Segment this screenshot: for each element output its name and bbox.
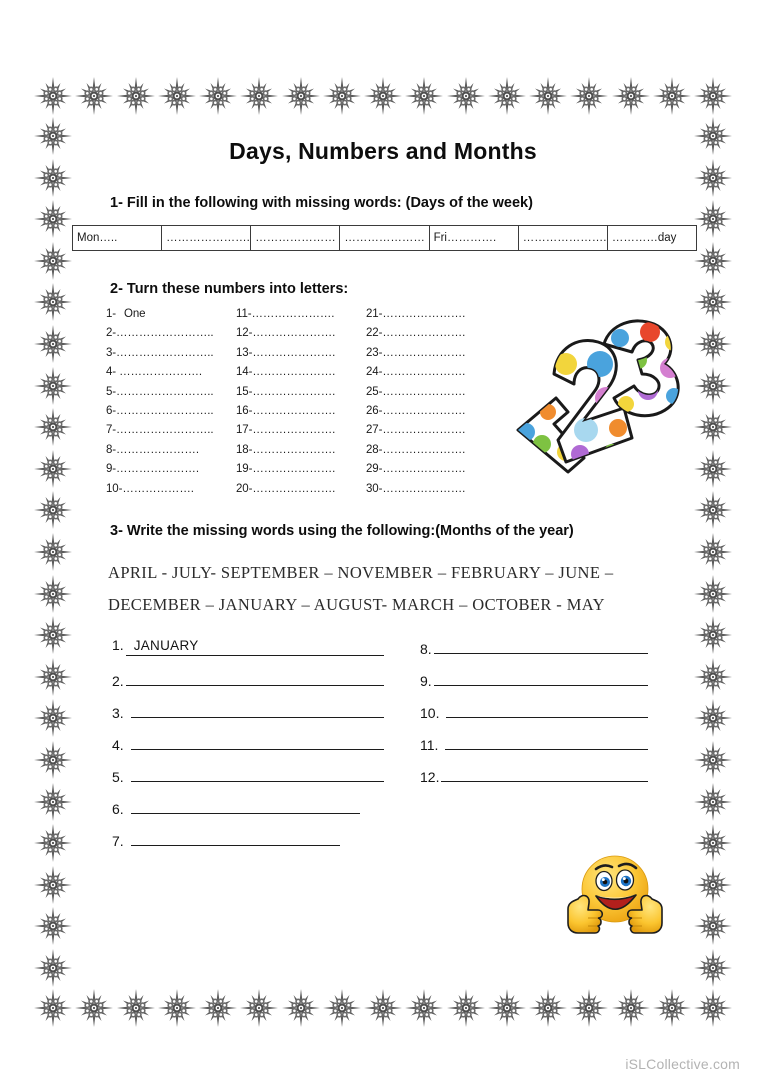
snowflake-icon	[693, 906, 733, 946]
number-blank: ………………….	[382, 463, 466, 476]
snowflake-icon	[198, 988, 238, 1028]
snowflake-icon	[33, 698, 73, 738]
number-label: 9-	[106, 463, 117, 476]
number-item[interactable]	[366, 402, 496, 421]
section-1	[74, 193, 692, 251]
number-blank: ………………….	[252, 424, 336, 437]
answer-blank[interactable]	[131, 829, 340, 846]
answer-blank[interactable]	[131, 733, 384, 750]
snowflake-icon	[33, 116, 73, 156]
number-label: 8-	[106, 443, 117, 456]
number-item[interactable]	[106, 344, 236, 363]
number-item[interactable]	[236, 383, 366, 402]
border-top	[33, 76, 733, 116]
answer-row[interactable]	[420, 733, 648, 765]
snowflake-icon	[281, 76, 321, 116]
answer-blank[interactable]	[434, 669, 648, 686]
number-label: 16-	[236, 405, 253, 418]
number-blank: ………………….	[116, 443, 199, 456]
number-label: 27-	[366, 424, 383, 437]
answer-blank[interactable]	[131, 797, 360, 814]
number-label: 4-	[106, 366, 117, 379]
wordbank-line-1: APRIL - JULY- SEPTEMBER – NOVEMBER – FEBRUARY – JUNE –	[108, 563, 614, 583]
number-label: 25-	[366, 385, 383, 398]
number-item[interactable]	[236, 363, 366, 382]
snowflake-icon	[693, 615, 733, 655]
number-blank: ……………………..	[116, 327, 214, 340]
snowflake-icon	[363, 76, 403, 116]
snowflake-icon	[322, 76, 362, 116]
snowflake-icon	[446, 76, 486, 116]
border-left	[33, 116, 73, 988]
snowflake-icon	[487, 988, 527, 1028]
number-item[interactable]	[366, 344, 496, 363]
number-label: 1-	[106, 308, 117, 320]
answer-number: 4.	[112, 737, 124, 754]
wordbank-line-2: DECEMBER – JANUARY – AUGUST- MARCH – OCTOBER - MAY	[108, 595, 605, 615]
number-blank: ……………….	[122, 482, 194, 495]
snowflake-icon	[33, 823, 73, 863]
answer-number: 1.	[112, 637, 124, 654]
number-item[interactable]	[106, 383, 236, 402]
number-label: 15-	[236, 385, 253, 398]
worksheet-content	[74, 120, 692, 857]
snowflake-icon	[74, 76, 114, 116]
snowflake-icon	[487, 76, 527, 116]
snowflake-icon	[693, 282, 733, 322]
answer-number: 12.	[420, 769, 440, 786]
answer-row[interactable]	[112, 733, 384, 765]
table-row	[73, 226, 697, 251]
number-label: 28-	[366, 443, 383, 456]
number-blank: ………………….	[252, 346, 336, 359]
answer-blank[interactable]	[434, 637, 648, 654]
number-blank: ………………….	[252, 366, 336, 379]
number-item[interactable]	[366, 305, 496, 324]
number-label: 5-	[106, 385, 117, 398]
snowflake-icon	[693, 532, 733, 572]
snowflake-icon	[33, 574, 73, 614]
snowflake-icon	[74, 988, 114, 1028]
answer-number: 8.	[420, 641, 432, 658]
answer-row[interactable]	[420, 701, 648, 733]
months-wordbank	[108, 557, 692, 621]
number-blank: ………………….	[252, 385, 336, 398]
snowflake-icon	[116, 76, 156, 116]
number-blank: ……………………..	[116, 405, 214, 418]
smiley-thumbs-up-illustration	[556, 843, 674, 943]
number-label: 26-	[366, 405, 383, 418]
snowflake-icon	[33, 407, 73, 447]
snowflake-icon	[528, 76, 568, 116]
number-blank: ………………….	[252, 405, 336, 418]
snowflake-icon	[693, 490, 733, 530]
number-answer: One	[124, 308, 146, 320]
number-blank: ………………….	[252, 443, 336, 456]
snowflake-icon	[693, 574, 733, 614]
number-blank: ………………….	[252, 482, 336, 495]
snowflake-icon	[569, 988, 609, 1028]
answer-number: 5.	[112, 769, 124, 786]
number-label: 29-	[366, 463, 383, 476]
snowflake-icon	[446, 988, 486, 1028]
snowflake-icon	[693, 116, 733, 156]
snowflake-icon	[693, 698, 733, 738]
snowflake-icon	[693, 657, 733, 697]
number-item[interactable]	[236, 324, 366, 343]
number-blank: ………………….	[382, 424, 466, 437]
number-item[interactable]	[106, 402, 236, 421]
snowflake-icon	[157, 76, 197, 116]
section-3	[74, 521, 692, 857]
number-item[interactable]	[236, 344, 366, 363]
answer-number: 9.	[420, 673, 432, 690]
number-item[interactable]	[106, 324, 236, 343]
numbers-123-illustration	[508, 312, 698, 482]
snowflake-icon	[33, 241, 73, 281]
snowflake-icon	[611, 76, 651, 116]
number-blank: ………………….	[116, 366, 203, 379]
number-label: 20-	[236, 482, 253, 495]
number-label: 23-	[366, 346, 383, 359]
number-blank: ………………….	[382, 327, 466, 340]
day-cell-2[interactable]: ………………….	[162, 226, 251, 251]
number-item[interactable]	[106, 305, 236, 324]
snowflake-icon	[33, 988, 73, 1028]
number-label: 19-	[236, 463, 253, 476]
page-title: Days, Numbers and Months	[229, 138, 537, 164]
number-item[interactable]	[366, 460, 496, 479]
answer-column-left	[112, 637, 384, 861]
number-item[interactable]	[366, 363, 496, 382]
number-label: 22-	[366, 327, 383, 340]
number-item[interactable]	[366, 480, 496, 499]
number-item[interactable]	[236, 460, 366, 479]
number-item[interactable]	[366, 441, 496, 460]
snowflake-icon	[363, 988, 403, 1028]
day-cell-4[interactable]: …………………	[340, 226, 429, 251]
snowflake-icon	[33, 282, 73, 322]
answer-row[interactable]	[420, 765, 648, 797]
answer-number: 11.	[420, 737, 439, 754]
answer-number: 3.	[112, 705, 124, 722]
snowflake-icon	[33, 366, 73, 406]
number-label: 30-	[366, 482, 383, 495]
number-label: 7-	[106, 424, 117, 437]
snowflake-icon	[693, 823, 733, 863]
snowflake-icon	[33, 199, 73, 239]
number-blank: ………………….	[252, 327, 336, 340]
number-blank: ………………….	[116, 463, 199, 476]
snowflake-icon	[33, 657, 73, 697]
snowflake-icon	[693, 407, 733, 447]
number-label: 21-	[366, 308, 383, 320]
number-label: 10-	[106, 482, 123, 495]
answer-blank[interactable]	[131, 765, 384, 782]
snowflake-icon	[404, 76, 444, 116]
snowflake-icon	[157, 988, 197, 1028]
number-item[interactable]	[106, 460, 236, 479]
answer-blank[interactable]	[445, 733, 648, 750]
snowflake-icon	[693, 158, 733, 198]
number-blank: ………………….	[382, 482, 466, 495]
day-cell-1[interactable]: Mon…..	[73, 226, 162, 251]
answer-blank[interactable]	[131, 701, 384, 718]
answer-row[interactable]	[112, 637, 384, 669]
answer-blank[interactable]: JANUARY	[126, 638, 384, 656]
number-label: 24-	[366, 366, 383, 379]
number-label: 3-	[106, 346, 117, 359]
answer-column-right	[420, 637, 648, 797]
number-blank: ………………….	[382, 405, 466, 418]
snowflake-icon	[33, 490, 73, 530]
answer-row[interactable]	[420, 669, 648, 701]
section-3-heading: 3- Write the missing words using the following:(Months of the year)	[110, 523, 574, 540]
number-label: 11-	[236, 308, 252, 320]
number-item[interactable]	[236, 305, 366, 324]
number-item[interactable]	[236, 441, 366, 460]
number-blank: ………………….	[382, 385, 466, 398]
snowflake-icon	[528, 988, 568, 1028]
answer-row[interactable]	[112, 765, 384, 797]
answer-number: 7.	[112, 833, 124, 850]
number-label: 2-	[106, 327, 117, 340]
snowflake-icon	[652, 988, 692, 1028]
days-of-week-table	[72, 225, 697, 251]
number-label: 13-	[236, 346, 253, 359]
snowflake-icon	[281, 988, 321, 1028]
day-cell-7[interactable]: …………day	[607, 226, 696, 251]
number-label: 18-	[236, 443, 253, 456]
answer-row[interactable]	[420, 637, 648, 669]
number-item[interactable]	[366, 421, 496, 440]
day-cell-3[interactable]: …………………	[251, 226, 340, 251]
day-cell-6[interactable]: ………………….	[518, 226, 607, 251]
answer-blank[interactable]	[446, 701, 648, 718]
snowflake-icon	[33, 782, 73, 822]
snowflake-icon	[693, 740, 733, 780]
snowflake-icon	[404, 988, 444, 1028]
number-item[interactable]	[236, 421, 366, 440]
answer-blank[interactable]	[441, 765, 648, 782]
number-item[interactable]	[106, 480, 236, 499]
answer-row[interactable]	[112, 797, 384, 829]
number-blank: ………………….	[382, 346, 466, 359]
number-item[interactable]	[106, 421, 236, 440]
border-bottom	[33, 988, 733, 1028]
snowflake-icon	[693, 324, 733, 364]
number-blank: ……………………..	[116, 346, 214, 359]
snowflake-icon	[33, 948, 73, 988]
snowflake-icon	[611, 988, 651, 1028]
snowflake-icon	[693, 988, 733, 1028]
snowflake-icon	[33, 740, 73, 780]
answer-row[interactable]	[112, 829, 384, 861]
number-blank: ………………….	[382, 308, 466, 320]
snowflake-icon	[322, 988, 362, 1028]
day-cell-5[interactable]: Fri………….	[429, 226, 518, 251]
number-item[interactable]	[106, 441, 236, 460]
snowflake-icon	[33, 76, 73, 116]
number-item[interactable]	[236, 402, 366, 421]
number-item[interactable]	[366, 324, 496, 343]
snowflake-icon	[33, 324, 73, 364]
section-2-heading: 2- Turn these numbers into letters:	[110, 281, 349, 297]
number-item[interactable]	[236, 480, 366, 499]
snowflake-icon	[693, 948, 733, 988]
number-blank: ……………………..	[116, 385, 214, 398]
number-blank: ………………….	[252, 463, 336, 476]
watermark: iSLCollective.com	[625, 1056, 740, 1072]
snowflake-icon	[693, 865, 733, 905]
snowflake-icon	[33, 906, 73, 946]
section-1-heading: 1- Fill in the following with missing words: (Days of the week)	[110, 195, 533, 211]
number-label: 12-	[236, 327, 253, 340]
number-item[interactable]	[106, 363, 236, 382]
months-answer-area	[108, 637, 692, 857]
snowflake-icon	[33, 449, 73, 489]
number-item[interactable]	[366, 383, 496, 402]
answer-number: 10.	[420, 705, 440, 722]
answer-blank[interactable]	[126, 669, 384, 686]
number-label: 17-	[236, 424, 253, 437]
snowflake-icon	[693, 199, 733, 239]
snowflake-icon	[693, 76, 733, 116]
answer-row[interactable]	[112, 701, 384, 733]
number-blank: ………………….	[382, 366, 466, 379]
snowflake-icon	[116, 988, 156, 1028]
answer-row[interactable]	[112, 669, 384, 701]
border-right	[693, 116, 733, 988]
snowflake-icon	[693, 366, 733, 406]
snowflake-icon	[239, 76, 279, 116]
answer-number: 6.	[112, 801, 124, 818]
number-label: 14-	[236, 366, 253, 379]
snowflake-icon	[33, 865, 73, 905]
number-blank: ………………….	[251, 308, 335, 320]
number-blank: ………………….	[382, 443, 466, 456]
snowflake-icon	[569, 76, 609, 116]
snowflake-icon	[693, 449, 733, 489]
snowflake-icon	[693, 782, 733, 822]
snowflake-icon	[652, 76, 692, 116]
snowflake-icon	[693, 241, 733, 281]
answer-number: 2.	[112, 673, 124, 690]
snowflake-icon	[33, 158, 73, 198]
number-blank: ……………………..	[116, 424, 214, 437]
snowflake-icon	[198, 76, 238, 116]
number-label: 6-	[106, 405, 117, 418]
snowflake-icon	[239, 988, 279, 1028]
snowflake-icon	[33, 615, 73, 655]
snowflake-icon	[33, 532, 73, 572]
